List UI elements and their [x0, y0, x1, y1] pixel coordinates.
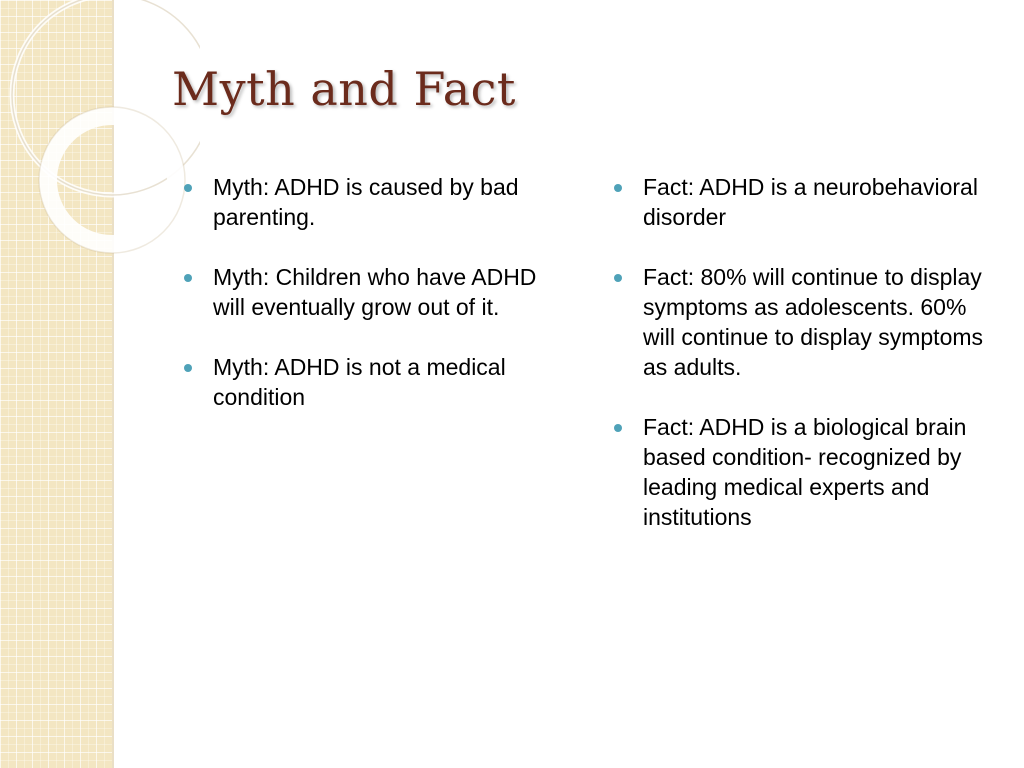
myth-item: [184, 172, 544, 232]
fact-item: [614, 172, 994, 232]
fact-text: Fact: ADHD is a neurobehavioral disorder: [643, 174, 978, 230]
myth-text: Myth: ADHD is caused by bad parenting.: [213, 174, 519, 230]
myth-text: Myth: Children who have ADHD will eventually grow out of it.: [213, 264, 537, 320]
fact-list: [614, 172, 994, 562]
fact-item: [614, 262, 994, 382]
fact-text: Fact: ADHD is a biological brain based condition- recognized by leading medical experts and institutions: [643, 414, 967, 530]
bullet-dot-icon: [614, 274, 622, 282]
slide-title: Myth and Fact: [172, 62, 516, 116]
bullet-dot-icon: [184, 274, 192, 282]
myth-item: [184, 352, 544, 412]
myth-item: [184, 262, 544, 322]
bullet-dot-icon: [184, 364, 192, 372]
fact-text: Fact: 80% will continue to display symptoms as adolescents. 60% will continue to display symptoms as adults.: [643, 264, 984, 380]
side-pattern-panel: [0, 0, 114, 768]
bullet-dot-icon: [614, 184, 622, 192]
fact-item: [614, 412, 994, 532]
bullet-dot-icon: [184, 184, 192, 192]
myth-text: Myth: ADHD is not a medical condition: [213, 354, 506, 410]
myth-list: [184, 172, 544, 442]
bullet-dot-icon: [614, 424, 622, 432]
